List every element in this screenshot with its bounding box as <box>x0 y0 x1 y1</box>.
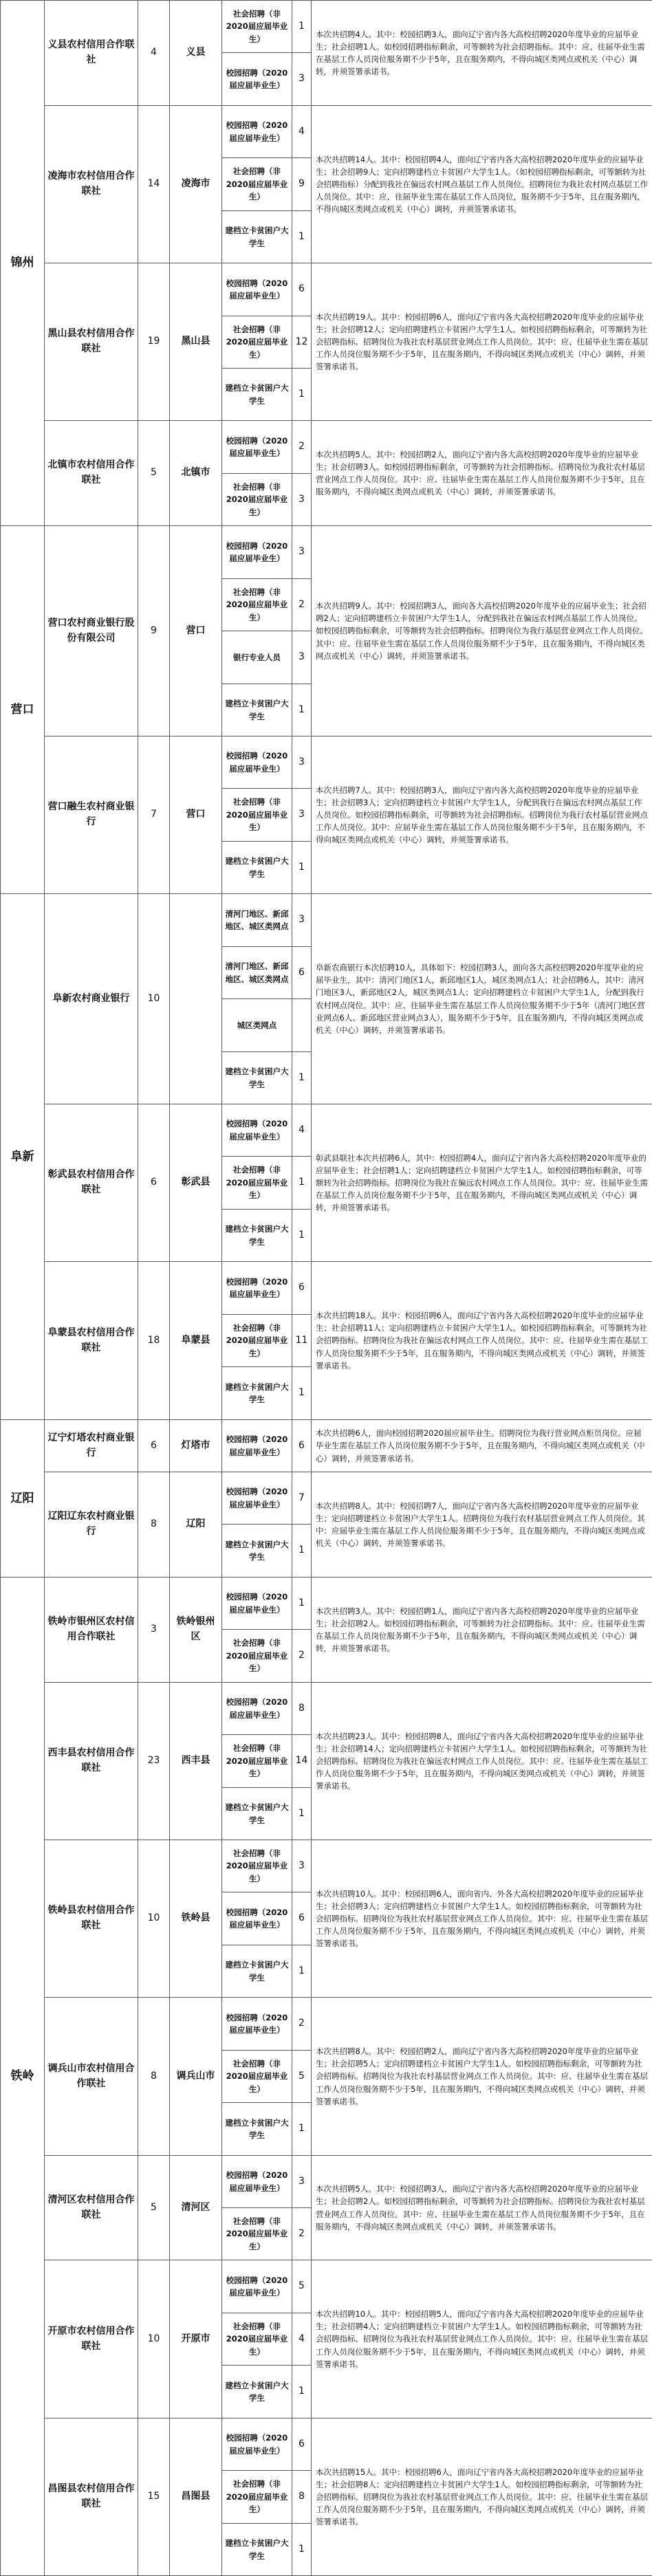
category-label: 建档立卡贫困户大学生 <box>221 1787 292 1840</box>
category-count: 3 <box>292 52 312 106</box>
org-note: 本次共招聘10人。其中：校园招聘6人，面向省内、外各大高校招聘2020年度毕业的应届毕业生；社会招聘3人；定向招聘建档立卡贫困户大学生1人。如校园招聘指标剩余，可等额转为社会招聘指标。招聘岗位为我社农村基层营业网点工作人员岗位。其中：应、往届毕业生需在基层工作人员岗位服务期不少于5年，且在服务期内，不得向城区类网点或机关（中心）调转，并须签署承诺书。 <box>311 1840 652 1998</box>
category-count: 5 <box>292 2050 312 2103</box>
org-note: 本次共招聘3人。其中：校园招聘1人，面向辽宁省内各大高校招聘2020年度毕业的应届毕业生；社会招聘2人。如校园招聘指标剩余，可等额转为社会招聘指标。其中：应、往届毕业生需在基层工作人员岗位服务期不少于5年，且在服务期内，不得向城区类网点或机关（中心）调转，并须签署承诺书。 <box>311 1577 652 1683</box>
category-label: 校园招聘（2020届应届毕业生） <box>221 1472 292 1525</box>
category-label: 建档立卡贫困户大学生 <box>221 2365 292 2419</box>
category-count: 6 <box>292 263 312 316</box>
category-count: 1 <box>292 0 312 53</box>
org-county: 调兵山市 <box>169 1997 222 2156</box>
category-label: 校园招聘（2020届应届毕业生） <box>221 1577 292 1630</box>
category-label: 建档立卡贫困户大学生 <box>221 1209 292 1262</box>
org-name: 阜蒙县农村信用合作联社 <box>44 1261 138 1420</box>
category-label: 校园招聘（2020届应届毕业生） <box>221 525 292 579</box>
category-count: 1 <box>292 1787 312 1840</box>
category-count: 1 <box>292 2102 312 2156</box>
category-label: 社会招聘（非2020届应届毕业生） <box>221 2313 292 2366</box>
category-label: 清河门地区、新邱地区、城区类网点 <box>221 893 292 947</box>
org-total: 23 <box>138 1682 170 1840</box>
category-label: 社会招聘（非2020届应届毕业生） <box>221 316 292 369</box>
org-name: 铁岭市银州区农村信用合作联社 <box>44 1577 138 1683</box>
org-name: 昌图县农村信用合作联社 <box>44 2418 138 2576</box>
org-name: 黑山县农村信用合作联社 <box>44 263 138 421</box>
category-count: 2 <box>292 1629 312 1683</box>
org-county: 凌海市 <box>169 105 222 263</box>
org-note: 本次共招聘19人。其中：校园招聘6人，面向辽宁省内各大高校招聘2020年度毕业的应届毕业生；社会招聘12人；定向招聘建档立卡贫困户大学生1人。如校园招聘指标剩余，可等额转为社会招聘指标。招聘岗位为我社农村基层营业网点工作人员岗位。其中：应、往届毕业生需在基层工作人员岗位服务期不少于5年，且在服务期内，不得向城区类网点或机关（中心）调转，并须签署承诺书。 <box>311 263 652 421</box>
org-total: 5 <box>138 2155 170 2260</box>
org-note: 彰武县联社本次共招聘6人，其中：校园招聘4人，面向辽宁省内各大高校招聘2020年度毕业的应届毕业生；社会招聘1人；定向招聘建档立卡贫困户大学生1人。如校园招聘指标剩余，可等额转为社会招聘指标。招聘岗位为我社在偏远农村网点工作人员岗位。其中：应、往届毕业生需在基层工作人员岗位服务期不少于5年，且在服务期内，不得向城区类网点或机关（中心）调转，并须签署承诺书。 <box>311 1104 652 1262</box>
category-count: 1 <box>292 1524 312 1578</box>
category-label: 社会招聘（非2020届应届毕业生） <box>221 578 292 631</box>
org-county: 开原市 <box>169 2260 222 2419</box>
category-count: 1 <box>292 1945 312 1998</box>
org-name: 北镇市农村信用合作联社 <box>44 420 138 526</box>
region-name: 辽阳 <box>0 1419 45 1578</box>
category-count: 6 <box>292 1892 312 1945</box>
category-count: 7 <box>292 1472 312 1525</box>
category-label: 建档立卡贫困户大学生 <box>221 1366 292 1420</box>
org-total: 9 <box>138 525 170 736</box>
org-note: 本次共招聘5人。其中：校园招聘3人，面向辽宁省内各大高校招聘2020年度毕业的应届毕业生；社会招聘2人。如校园招聘指标剩余，可等额转为社会招聘指标。招聘岗位为我社农村基层营业网点工作人员岗位。其中：应、往届毕业生需在基层工作人员岗位服务期不少于5年，且在服务期内，不得向城区类网点或机关（中心）调转，并须签署承诺书。 <box>311 2155 652 2260</box>
category-label: 建档立卡贫困户大学生 <box>221 1945 292 1998</box>
org-note: 本次共招聘14人。其中：校园招聘4人，面向辽宁省内各大高校招聘2020年度毕业的应届毕业生；社会招聘9人；定向招聘建档立卡贫困户大学生1人。（如校园招聘指标剩余，可等额转为社会招聘指标）分配到我社在偏远农村网点基层工作人员岗位。招聘岗位为我社农村网点基层工作人员岗位。其中：应、往届毕业生需在基层工作人员岗位，服务期不少于5年，且在服务期内，不得向城区类网点或机关（中心）调转，并须签署承诺书。 <box>311 105 652 263</box>
category-label: 社会招聘（非2020届应届毕业生） <box>221 2470 292 2524</box>
category-count: 3 <box>292 788 312 842</box>
category-count: 1 <box>292 1577 312 1630</box>
category-label: 建档立卡贫困户大学生 <box>221 1524 292 1578</box>
category-count: 1 <box>292 1366 312 1420</box>
org-total: 19 <box>138 263 170 421</box>
org-name: 阜新农村商业银行 <box>44 893 138 1104</box>
category-count: 6 <box>292 1261 312 1315</box>
org-county: 灯塔市 <box>169 1419 222 1472</box>
category-count: 3 <box>292 525 312 579</box>
category-label: 建档立卡贫困户大学生 <box>221 841 292 894</box>
category-label: 校园招聘（2020届应届毕业生） <box>221 1104 292 1157</box>
category-label: 清河门地区、新邱地区、城区类网点 <box>221 946 292 999</box>
org-total: 10 <box>138 2260 170 2419</box>
org-note: 本次共招聘4人。其中：校园招聘3人，面向辽宁省内各大高校招聘2020年度毕业的应届毕业生；社会招聘1人。如校园招聘指标剩余，可等额转为社会招聘指标。其中：应、往届毕业生需在基层工作人员岗位服务期不少于5年，且在服务期内，不得向城区类网点或机关（中心）调转，并须签署承诺书。 <box>311 0 652 106</box>
org-total: 10 <box>138 893 170 1104</box>
category-label: 社会招聘（非2020届应届毕业生） <box>221 2050 292 2103</box>
category-count: 12 <box>292 316 312 369</box>
org-note: 本次共招聘8人。其中：校园招聘7人，面向辽宁省内各大高校招聘2020年度毕业的应届毕业生；定向招聘建档立卡贫困户大学生1人。招聘岗位为我行农村基层营业网点工作人员岗位。其中：应届毕业生需在基层工作人员岗位服务期不少于5年，且在服务期内，不得向城区类网点或机关（中心）调转，并须签署承诺书。 <box>311 1472 652 1578</box>
org-county: 义县 <box>169 0 222 106</box>
org-total: 6 <box>138 1104 170 1262</box>
org-total: 8 <box>138 1997 170 2156</box>
org-name: 铁岭县农村信用合作联社 <box>44 1840 138 1998</box>
category-count: 3 <box>292 736 312 789</box>
org-county: 铁岭县 <box>169 1840 222 1998</box>
category-count: 1 <box>292 2365 312 2419</box>
category-label: 校园招聘（2020届应届毕业生） <box>221 105 292 158</box>
region-name: 铁岭 <box>0 1577 45 2576</box>
category-label: 社会招聘（非2020届应届毕业生） <box>221 1840 292 1892</box>
category-label: 校园招聘（2020届应届毕业生） <box>221 736 292 789</box>
org-county: 彰武县 <box>169 1104 222 1262</box>
category-label: 校园招聘（2020届应届毕业生） <box>221 52 292 106</box>
org-total: 3 <box>138 1577 170 1683</box>
org-total: 4 <box>138 0 170 106</box>
org-name: 义县农村信用合作联社 <box>44 0 138 106</box>
category-count: 3 <box>292 473 312 526</box>
category-count: 5 <box>292 2260 312 2313</box>
category-label: 建档立卡贫困户大学生 <box>221 1051 292 1104</box>
org-note: 本次共招聘8人。其中：校园招聘2人，面向辽宁省内各大高校招聘2020年度毕业的应届毕业生；社会招聘5人；定向招聘建档立卡贫困户大学生1人。如校园招聘指标剩余，可等额转为社会招聘指标。招聘岗位为我社农村基层营业网点工作人员岗位。其中：应、往届毕业生需在基层工作人员岗位服务期不少于5年，且在服务期内，不得向城区类网点或机关（中心）调转，并须签署承诺书。 <box>311 1997 652 2156</box>
category-count: 2 <box>292 1997 312 2051</box>
category-count: 3 <box>292 2155 312 2208</box>
org-note: 阜新农商银行本次招聘10人，具体如下：校园招聘3人，面向各大高校招聘2020年度毕业的应届毕业生，其中：清河门地区1人，新邱地区1人，城区类网点1人；社会招聘6人，其中：清河门地区3人，新邱地区2人，城区类网点1人；定向招聘建档立卡贫困户大学生1人，分配到我行农村网点岗位。其中：应、往届毕业生需在基层工作人员岗位服务期不少于5年（清河门地区营业网点6人、新邱地区营业网点3人），服务期不少于5年，且在服务期内，不得向城区类网点或机关（中心）调转，并须签署承诺书。 <box>311 893 652 1104</box>
category-label: 校园招聘（2020届应届毕业生） <box>221 263 292 316</box>
org-note: 本次共招聘10人。其中：校园招聘5人，面向辽宁省内各大高校招聘2020年度毕业的应届毕业生；社会招聘4人；定向招聘建档立卡贫困户大学生1人。如校园招聘指标剩余，可等额转为社会招聘指标。招聘岗位为我社农村基层营业网点工作人员岗位。其中：应、往届毕业生需在基层工作人员岗位服务期不少于5年，且在服务期内，不得向城区类网点或机关（中心）调转，并须签署承诺书。 <box>311 2260 652 2419</box>
category-count: 1 <box>292 841 312 894</box>
org-name: 清河区农村信用合作联社 <box>44 2155 138 2260</box>
category-label: 校园招聘（2020届应届毕业生） <box>221 1892 292 1945</box>
org-county: 营口 <box>169 736 222 894</box>
org-county: 昌图县 <box>169 2418 222 2576</box>
category-label: 校园招聘（2020届应届毕业生） <box>221 1997 292 2051</box>
category-count: 8 <box>292 1682 312 1735</box>
category-label: 建档立卡贫困户大学生 <box>221 684 292 736</box>
category-count: 3 <box>292 1840 312 1892</box>
org-note: 本次共招聘5人。其中：校园招聘2人，面向辽宁省内各大高校招聘2020年度毕业的应届毕业生；社会招聘3人。如校园招聘指标剩余，可等额转为社会招聘指标。招聘岗位为我社农村基层营业网点工作人员岗位。其中：应、往届毕业生需在基层工作人员岗位服务期不少于5年，且在服务期内，不得向城区类网点或机关（中心）调转，并须签署承诺书。 <box>311 420 652 526</box>
region-name: 营口 <box>0 525 45 894</box>
category-label: 社会招聘（非2020届应届毕业生） <box>221 473 292 526</box>
category-label: 校园招聘（2020届应届毕业生） <box>221 420 292 474</box>
category-count: 14 <box>292 1734 312 1788</box>
category-label: 社会招聘（非2020届应届毕业生） <box>221 788 292 842</box>
category-label: 建档立卡贫困户大学生 <box>221 210 292 263</box>
category-count: 2 <box>292 2207 312 2260</box>
org-name: 营口农村商业银行股份有限公司 <box>44 525 138 736</box>
category-count: 3 <box>292 631 312 684</box>
category-count <box>292 998 312 1052</box>
category-count: 4 <box>292 2313 312 2366</box>
category-count: 3 <box>292 893 312 947</box>
org-note: 本次共招聘9人。其中：校园招聘3人，面向各大高校招聘2020年度毕业的应届毕业生；社会招聘2人；定向招聘建档立卡贫困户大学生1人，分配到我社在偏远农村网点基层工作人员岗位。如校园招聘指标剩余，可等额转为社会招聘指标。招聘岗位为我行基层营业网点工作人员岗位。其中：应、往届毕业生需在基层工作人员岗位服务期不少于5年，且在服务期内，不得向城区类网点或机关（中心）调转，并须签署承诺书。 <box>311 525 652 736</box>
category-count: 2 <box>292 578 312 631</box>
category-count: 1 <box>292 1051 312 1104</box>
category-label: 校园招聘（2020届应届毕业生） <box>221 1419 292 1472</box>
org-county: 北镇市 <box>169 420 222 526</box>
category-label: 校园招聘（2020届应届毕业生） <box>221 2418 292 2471</box>
category-label: 建档立卡贫困户大学生 <box>221 2102 292 2156</box>
region-name: 锦州 <box>0 0 45 526</box>
org-note: 本次共招聘18人。其中：校园招聘6人，面向辽宁省内各大高校招聘2020年度毕业的应届毕业生；社会招聘11人；定向招聘建档立卡贫困户大学生1人。如校园招聘指标剩余，可等额转为社会招聘指标。招聘岗位为我社在偏远农村网点工作人员岗位。其中：应、往届毕业生需在基层工作人员岗位服务期不少于5年，且在服务期内，不得向城区类网点或机关（中心）调转，并须签署承诺书。 <box>311 1261 652 1420</box>
category-count: 11 <box>292 1314 312 1367</box>
category-label: 社会招聘（非2020届应届毕业生） <box>221 1314 292 1367</box>
category-count: 1 <box>292 368 312 421</box>
category-count: 8 <box>292 2470 312 2524</box>
category-count: 4 <box>292 1104 312 1157</box>
category-label: 校园招聘（2020届应届毕业生） <box>221 2155 292 2208</box>
category-count: 1 <box>292 1156 312 1210</box>
org-name: 营口融生农村商业银行 <box>44 736 138 894</box>
org-total: 6 <box>138 1419 170 1472</box>
category-label: 社会招聘（非2020届应届毕业生） <box>221 2207 292 2260</box>
org-name: 彰武县农村信用合作联社 <box>44 1104 138 1262</box>
category-count: 9 <box>292 157 312 211</box>
category-label: 社会招聘（非2020届应届毕业生） <box>221 0 292 53</box>
category-label: 校园招聘（2020届应届毕业生） <box>221 1682 292 1735</box>
org-note: 本次共招聘23人。其中：校园招聘8人，面向辽宁省内各大高校招聘2020年度毕业的应届毕业生；社会招聘14人；定向招聘建档立卡贫困户大学生1人。如校园招聘指标剩余，可等额转为社会招聘指标。招聘岗位为我社在偏远农村网点工作人员岗位。其中：应、往届毕业生需在基层工作人员岗位服务期不少于5年，且在服务期内，不得向城区类网点或机关（中心）调转，并须签署承诺书。 <box>311 1682 652 1840</box>
category-label: 城区类网点 <box>221 998 292 1052</box>
category-count: 2 <box>292 420 312 474</box>
org-note: 本次共招聘15人。其中：校园招聘6人，面向辽宁省内各大高校招聘2020年度毕业的应届毕业生；社会招聘8人；定向招聘建档立卡贫困户大学生1人。如校园招聘指标剩余，可等额转为社会招聘指标。招聘岗位为我社农村基层营业网点工作人员岗位。其中：应、往届毕业生需在基层工作人员岗位服务期不少于5年，且在服务期内，不得向城区类网点或机关（中心）调转，并须签署承诺书。 <box>311 2418 652 2576</box>
org-name: 凌海市农村信用合作联社 <box>44 105 138 263</box>
category-count: 1 <box>292 684 312 736</box>
category-count: 6 <box>292 1419 312 1472</box>
org-county: 黑山县 <box>169 263 222 421</box>
org-county: 营口 <box>169 525 222 736</box>
category-label: 社会招聘（非2020届应届毕业生） <box>221 157 292 211</box>
category-label: 社会招聘（非2020届应届毕业生） <box>221 1156 292 1210</box>
org-total: 18 <box>138 1261 170 1420</box>
category-count: 4 <box>292 105 312 158</box>
org-total: 10 <box>138 1840 170 1998</box>
category-count: 1 <box>292 1209 312 1262</box>
category-count: 1 <box>292 210 312 263</box>
org-total: 5 <box>138 420 170 526</box>
category-label: 银行专业人员 <box>221 631 292 684</box>
org-total: 15 <box>138 2418 170 2576</box>
org-name: 辽阳辽东农村商业银行 <box>44 1472 138 1578</box>
org-note: 本次共招聘6人，面向校园招聘2020届应届毕业生。招聘岗位为我行营业网点柜员岗位。应届毕业生需在基层工作人员岗位服务期不少于5年，且在服务期内，不得向城区类网点或机关（中心）调转，并须签署承诺书。 <box>311 1419 652 1472</box>
org-county: 铁岭银州区 <box>169 1577 222 1683</box>
org-county: 辽阳 <box>169 1472 222 1578</box>
org-total: 14 <box>138 105 170 263</box>
category-count: 6 <box>292 2418 312 2471</box>
category-count: 1 <box>292 2523 312 2576</box>
org-county <box>169 893 222 1104</box>
category-label: 建档立卡贫困户大学生 <box>221 368 292 421</box>
category-label: 建档立卡贫困户大学生 <box>221 2523 292 2576</box>
category-label: 校园招聘（2020届应届毕业生） <box>221 2260 292 2313</box>
category-label: 社会招聘（非2020届应届毕业生） <box>221 1734 292 1788</box>
org-name: 开原市农村信用合作联社 <box>44 2260 138 2419</box>
org-note: 本次共招聘7人。其中：校园招聘3人，面向辽宁省内各大高校招聘2020年度毕业的应届毕业生；社会招聘3人；定向招聘建档立卡贫困户大学生1人，分配到我行在偏远农村网点基层工作人员岗位。如校园招聘指标剩余，可等额转为社会招聘指标。招聘岗位为我行农村基层营业网点工作人员岗位。其中：应届毕业生需在基层工作人员岗位服务期不少于5年，且在服务期内，不得向城区类网点或机关（中心）调转，并须签署承诺书。 <box>311 736 652 894</box>
org-name: 西丰县农村信用合作联社 <box>44 1682 138 1840</box>
org-total: 8 <box>138 1472 170 1578</box>
org-county: 西丰县 <box>169 1682 222 1840</box>
org-county: 阜蒙县 <box>169 1261 222 1420</box>
org-county: 清河区 <box>169 2155 222 2260</box>
org-name: 调兵山市农村信用合作联社 <box>44 1997 138 2156</box>
category-label: 校园招聘（2020届应届毕业生） <box>221 1261 292 1315</box>
org-total: 7 <box>138 736 170 894</box>
category-count: 6 <box>292 946 312 999</box>
category-label: 社会招聘（非2020届应届毕业生） <box>221 1629 292 1683</box>
region-name: 阜新 <box>0 893 45 1420</box>
org-name: 辽宁灯塔农村商业银行 <box>44 1419 138 1472</box>
